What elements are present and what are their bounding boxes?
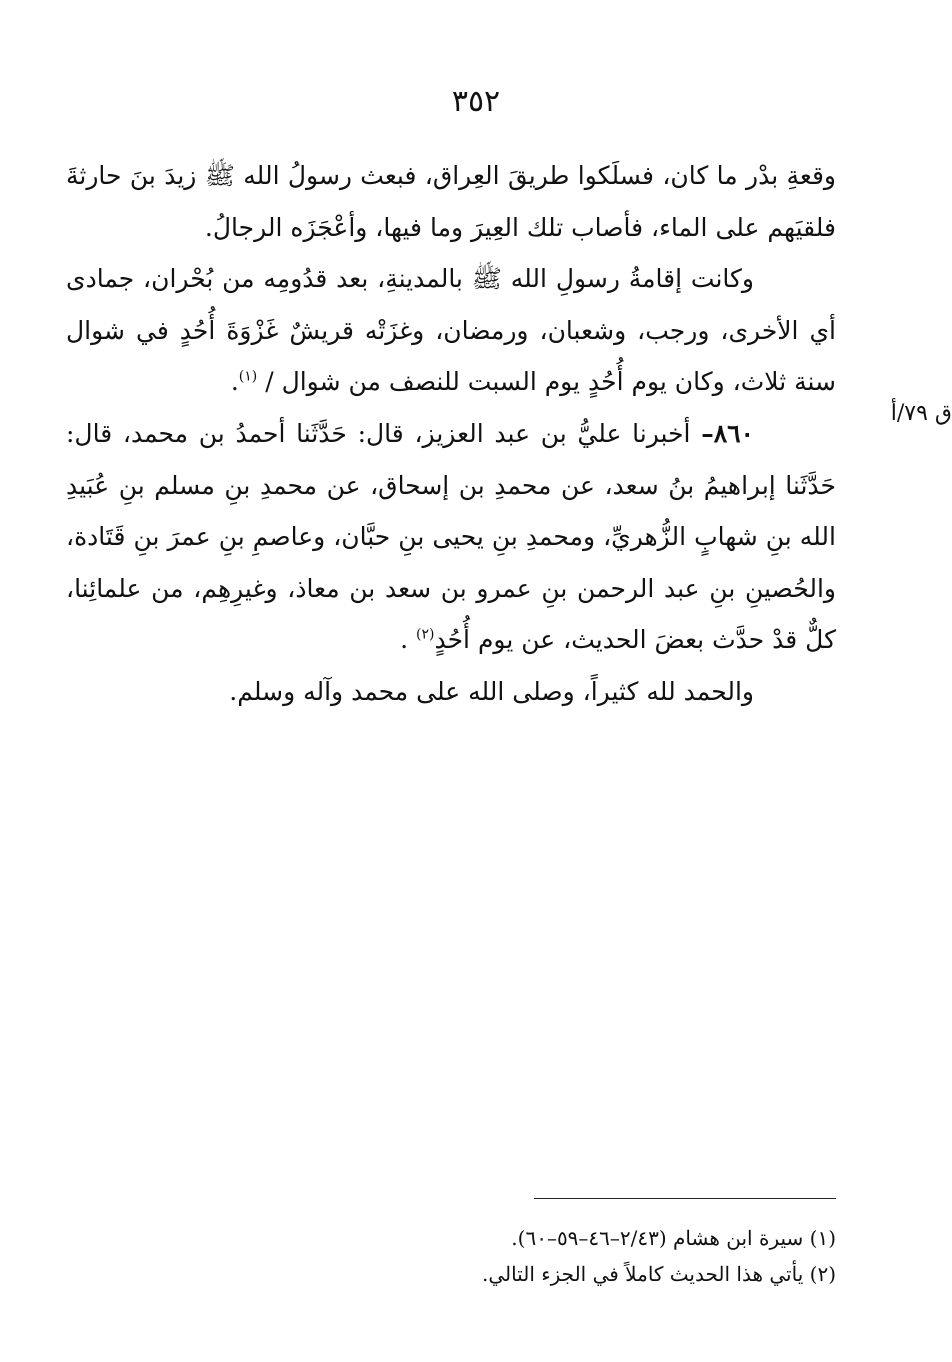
text-line: وكانت إقامةُ رسولِ الله ﷺ بالمدينةِ، بعد قدُومِه من بُحْران، جمادى [66, 264, 754, 294]
text-line: حَدَّثَنا إبراهيمُ بنُ سعد، عن محمدِ بن إسحاق، عن محمدِ بنِ مسلم بنِ [118, 470, 837, 500]
sentence-end: . [230, 367, 239, 397]
text-line: أخبرنا عليُّ بن عبد العزيز، قال: حَدَّثَنا أحمدُ بن محمد، قال: [66, 418, 691, 448]
sentence-end: . [400, 625, 409, 655]
footnote-ref-1: (١) [238, 369, 258, 386]
footnote-ref-2: (٢) [416, 627, 435, 644]
footnote-separator [534, 1198, 836, 1199]
text-line: أي الأخرى، ورجب، وشعبان، ورمضان، وغزَتْه قريشٌ غَزْوَةَ أُحُدٍ في [136, 315, 837, 345]
text-line: قَتَادة، والحُصينِ بنِ عبد الرحمن بنِ عمرو بن سعد بن معاذ، وغيرِهِم، من [66, 522, 836, 603]
closing-line: والحمد لله كثيراً، وصلى الله على محمد وآله وسلم. [229, 676, 754, 706]
text-line: وقعةِ بدْر ما كان، فسلَكوا طريقَ العِراق، فبعث رسولُ الله ﷺ زيدَ بنَ [129, 161, 836, 190]
main-text [66, 150, 836, 718]
paragraph-2 [66, 253, 836, 408]
hadith-number: ٨٦٠– [701, 418, 754, 448]
footnotes [200, 1220, 836, 1292]
text-line: حارثةَ فلقيَهم على الماء، فأصاب تلك العِيرَ وما فيها، وأعْجَزَه الرجالُ. [66, 161, 836, 242]
text-line: شوال سنة ثلاث، وكان يوم أُحُدٍ يوم السبت للنصف من شوال / [66, 315, 836, 397]
manuscript-folio-note: ق ٧٩/أ [890, 401, 952, 426]
text-line: علمائِنا، كلٌّ قدْ حدَّث بعضَ الحديث، عن يوم أُحُدٍ [66, 573, 836, 655]
paragraph-hadith-860 [66, 408, 836, 666]
page-number: ٣٥٢ [451, 84, 501, 119]
paragraph-1 [66, 150, 836, 253]
text-line: عُبَيدِ الله بنِ شهابٍ الزُّهريِّ، ومحمدِ بنِ يحيى بنِ حبَّان، وعاصمِ بنِ عمرَ بنِ [66, 470, 836, 552]
footnote-2: (٢) يأتي هذا الحديث كاملاً في الجزء التالي. [481, 1262, 836, 1286]
footnote-1: (١) سيرة ابن هشام (٢/٤٣–٤٦–٥٩–٦٠). [511, 1226, 836, 1250]
